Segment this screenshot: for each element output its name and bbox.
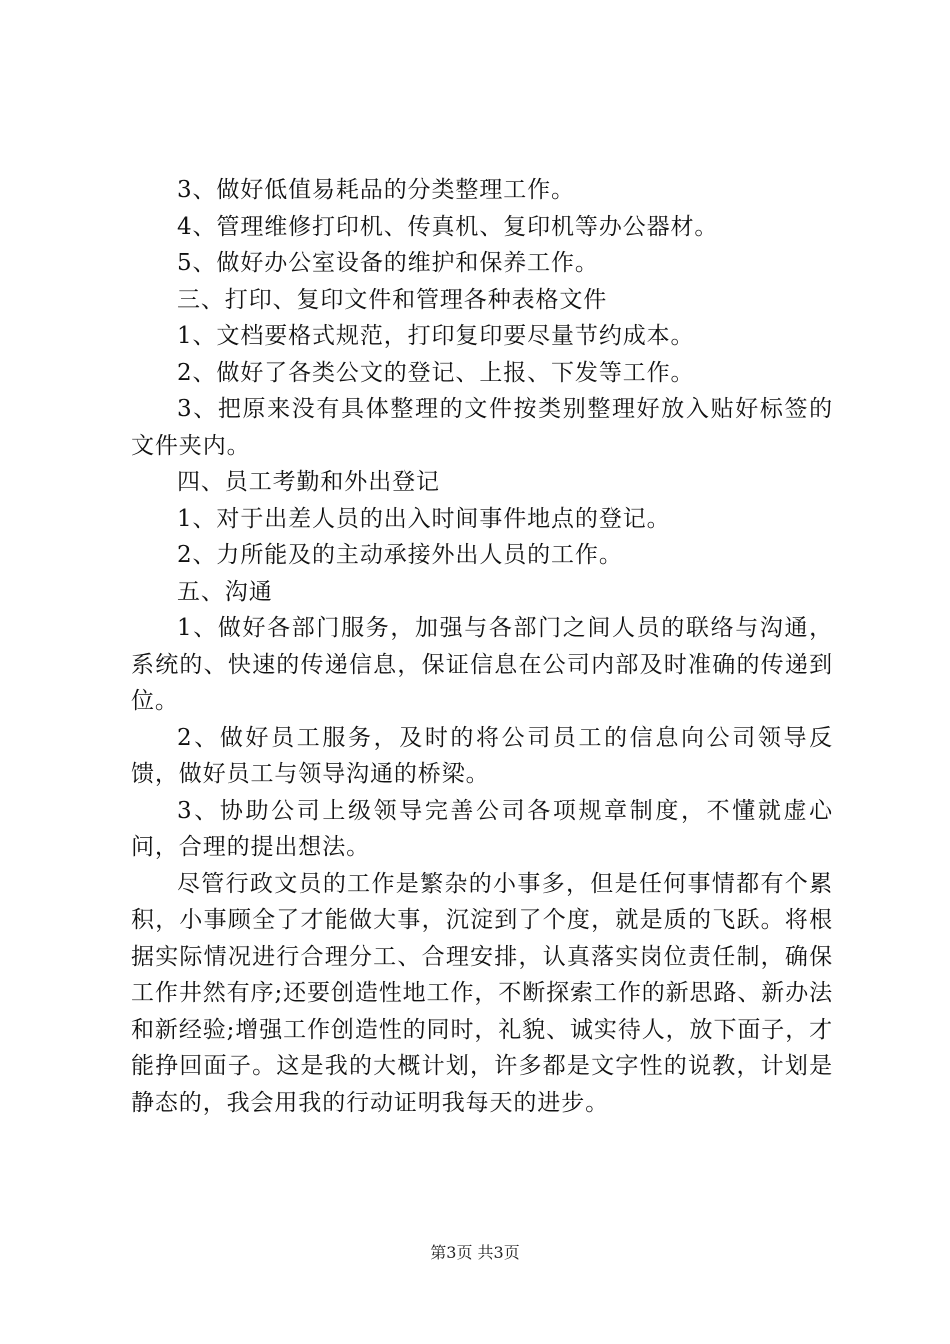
section-heading: 三、打印、复印文件和管理各种表格文件	[177, 286, 608, 313]
paragraph: 2、做好了各类公文的登记、上报、下发等工作。	[177, 359, 695, 386]
paragraph: 1、文档要格式规范，打印复印要尽量节约成本。	[177, 323, 695, 349]
closing-paragraph: 尽管行政文员的工作是繁杂的小事多，但是任何事情都有个累积，小事顾全了才能做大事，沉淀到了个度，就是质的飞跃。将根据实际情况进行合理分工、合理安排，认真落实岗位责任制，确保工作井然有序;还要创造性地工作，不断探索工作的新思路、新办法和新经验;增强工作创造性的同时，礼貌、诚实待人，放下面子，才能挣回面子。这是我的大概计划，许多都是文字性的说教，计划是静态的，我会用我的行动证明我每天的进步。	[131, 870, 833, 1116]
paragraph: 1、对于出差人员的出入时间事件地点的登记。	[177, 505, 671, 532]
paragraph: 3、把原来没有具体整理的文件按类别整理好放入贴好标签的文件夹内。	[131, 396, 833, 459]
page-footer: 第3页 共3页	[430, 1243, 520, 1262]
section-heading: 五、沟通	[177, 578, 273, 605]
paragraph: 4、管理维修打印机、传真机、复印机等办公器材。	[177, 213, 719, 240]
paragraph: 2、力所能及的主动承接外出人员的工作。	[177, 542, 623, 568]
paragraph: 5、做好办公室设备的维护和保养工作。	[177, 250, 599, 276]
paragraph: 3、协助公司上级领导完善公司各项规章制度，不懂就虚心问，合理的提出想法。	[131, 797, 833, 860]
paragraph: 2、做好员工服务，及时的将公司员工的信息向公司领导反馈，做好员工与领导沟通的桥梁。	[131, 724, 833, 787]
paragraph: 3、做好低值易耗品的分类整理工作。	[177, 177, 575, 203]
document-body	[131, 172, 833, 1121]
section-heading: 四、员工考勤和外出登记	[177, 469, 440, 495]
paragraph: 1、做好各部门服务，加强与各部门之间人员的联络与沟通，系统的、快速的传递信息，保证信息在公司内部及时准确的传递到位。	[131, 615, 833, 714]
